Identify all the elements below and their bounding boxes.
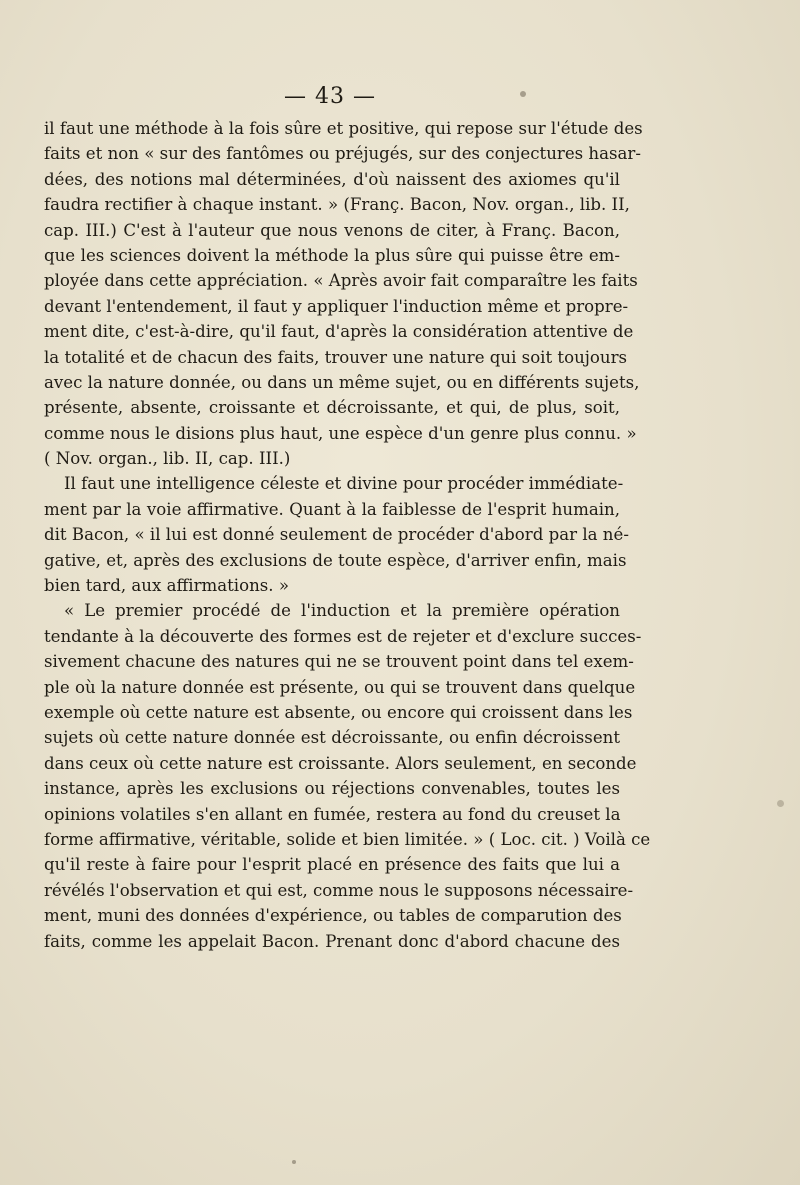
- text-line: forme affirmative, véritable, solide et bien limitée. » ( Loc. cit. ) Voilà ce: [44, 829, 651, 849]
- text-line: il faut une méthode à la fois sûre et positive, qui repose sur l'étude des: [44, 119, 643, 138]
- text-line: ( Nov. organ., lib. II, cap. III.): [44, 449, 291, 469]
- text-line: révélés l'observation et qui est, comme nous le supposons nécessaire-: [44, 880, 634, 900]
- body-text: [44, 116, 651, 954]
- text-line: qu'il reste à faire pour l'esprit placé en présence des faits que lui a: [44, 855, 620, 875]
- text-line: sivement chacune des natures qui ne se trouvent point dans tel exem-: [44, 652, 634, 672]
- text-line: exemple où cette nature est absente, ou encore qui croissent dans les: [44, 702, 633, 722]
- text-line: tendante à la découverte des formes est de rejeter et d'exclure succes-: [44, 626, 642, 646]
- text-line: faits et non « sur des fantômes ou préjugés, sur des conjectures hasar-: [44, 144, 641, 164]
- text-line: Il faut une intelligence céleste et divine pour procéder immédiate-: [64, 474, 624, 494]
- text-line: ment, muni des données d'expérience, ou tables de comparution des: [44, 906, 622, 926]
- text-line: avec la nature donnée, ou dans un même sujet, ou en différents sujets,: [44, 372, 640, 392]
- page-number: — 43 —: [284, 84, 376, 109]
- text-line: faudra rectifier à chaque instant. » (Franç. Bacon, Nov. organ., lib. II,: [44, 195, 630, 215]
- text-line: présente, absente, croissante et décroissante, et qui, de plus, soit,: [44, 398, 620, 418]
- text-line: cap. III.) C'est à l'auteur que nous venons de citer, à Franç. Bacon,: [44, 220, 620, 240]
- ink-spot: [777, 800, 784, 807]
- text-line: ment par la voie affirmative. Quant à la faiblesse de l'esprit humain,: [44, 499, 620, 519]
- text-line: instance, après les exclusions ou réjections convenables, toutes les: [44, 779, 620, 799]
- text-line: devant l'entendement, il faut y appliquer l'induction même et propre-: [44, 296, 629, 316]
- text-line: dans ceux où cette nature est croissante. Alors seulement, en seconde: [44, 753, 637, 773]
- text-line: « Le premier procédé de l'induction et la première opération: [64, 601, 620, 621]
- text-line: opinions volatiles s'en allant en fumée, restera au fond du creuset la: [44, 804, 621, 824]
- text-line: faits, comme les appelait Bacon. Prenant donc d'abord chacune des: [44, 931, 620, 951]
- text-line: dées, des notions mal déterminées, d'où naissent des axiomes qu'il: [44, 169, 620, 189]
- text-line: que les sciences doivent la méthode la plus sûre qui puisse être em-: [44, 245, 620, 265]
- text-line: la totalité et de chacun des faits, trouver une nature qui soit toujours: [44, 347, 628, 367]
- text-line: dit Bacon, « il lui est donné seulement de procéder d'abord par la né-: [44, 525, 629, 545]
- text-line: gative, et, après des exclusions de toute espèce, d'arriver enfin, mais: [44, 550, 627, 570]
- text-line: sujets où cette nature donnée est décroissante, ou enfin décroissent: [44, 728, 620, 748]
- ink-spot: [292, 1160, 296, 1164]
- text-line: comme nous le disions plus haut, une espèce d'un genre plus connu. »: [44, 423, 637, 443]
- text-line: bien tard, aux affirmations. »: [44, 576, 290, 596]
- text-line: ple où la nature donnée est présente, ou qui se trouvent dans quelque: [44, 677, 636, 697]
- text-line: ment dite, c'est-à-dire, qu'il faut, d'après la considération attentive de: [44, 322, 634, 342]
- text-line: ployée dans cette appréciation. « Après avoir fait comparaître les faits: [44, 271, 638, 291]
